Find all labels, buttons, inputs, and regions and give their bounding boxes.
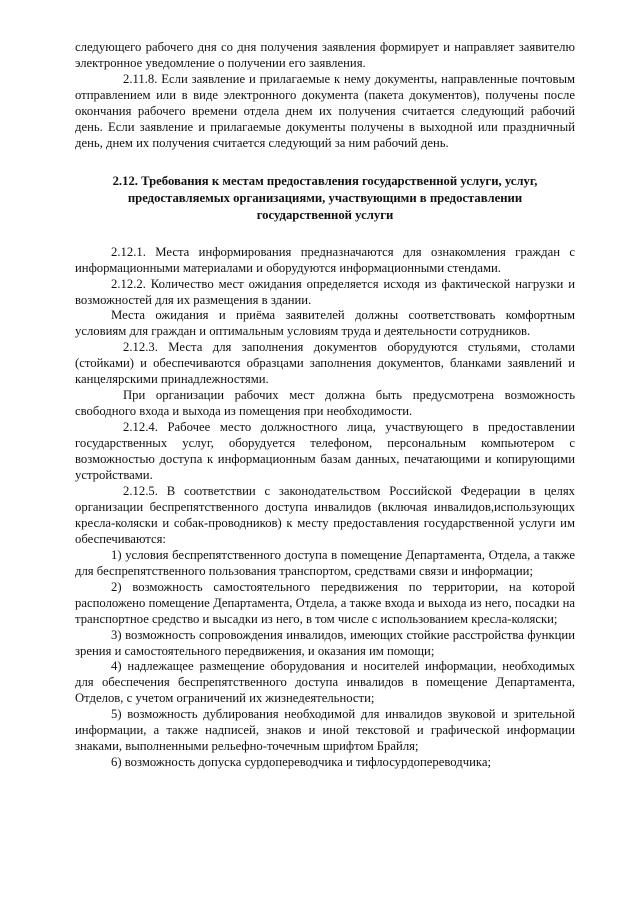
- section-heading-2-12: 2.12. Требования к местам предоставления государственной услуги, услуг, предоставляемых организациями, участвующими в предоставлении государственной услуги: [112, 173, 538, 222]
- paragraph-waiting-places: Места ожидания и приёма заявителей должны соответствовать комфортным условиям для граждан и оптимальным условиям труда и деятельности сотрудников.: [75, 308, 575, 339]
- list-item-1: 1) условия беспрепятственного доступа в помещение Департамента, Отдела, а также для беспрепятственного пользования транспортом, средствами связи и информации;: [75, 547, 575, 578]
- paragraph-2-12-5: 2.12.5. В соответствии с законодательством Российской Федерации в целях организации беспрепятственного доступа инвалидов (включая инвалидов,использующих кресла-коляски и собак-проводников) к месту предоставления государственной услуги им обеспечиваются:: [75, 483, 575, 546]
- paragraph-continuation: следующего рабочего дня со дня получения заявления формирует и направляет заявителю электронное уведомление о получении его заявления.: [75, 40, 575, 70]
- paragraph-2-12-3: 2.12.3. Места для заполнения документов оборудуются стульями, столами (стойками) и обеспечиваются образцами заполнения документов, бланками заявлений и канцелярскими принадлежностями.: [75, 340, 575, 387]
- list-item-2: 2) возможность самостоятельного передвижения по территории, на которой расположено помещение Департамента, Отдела, а также входа и выхода из него, посадки на транспортное средство и высадки из него, в том числе с использованием кресла-коляски;: [75, 579, 575, 626]
- list-item-5: 5) возможность дублирования необходимой для инвалидов звуковой и зрительной информации, а также надписей, знаков и иной текстовой и графической информации знаками, выполненными рельефно-точечным шрифтом Брайля;: [75, 707, 575, 754]
- list-item-4: 4) надлежащее размещение оборудования и носителей информации, необходимых для обеспечения беспрепятственного доступа инвалидов в помещение Департамента, Отделов, с учетом ограничений их жизнедеятельности;: [75, 659, 575, 706]
- paragraph-2-11-8: 2.11.8. Если заявление и прилагаемые к нему документы, направленные почтовым отправлением или в виде электронного документа (пакета документов), получены после окончания рабочего времени отдела днем их получения считается следующий рабочий день. Если заявление и прилагаемые документы получены в выходной или праздничный день, днем их получения считается следующий за ним рабочий день.: [75, 71, 575, 150]
- list-item-3: 3) возможность сопровождения инвалидов, имеющих стойкие расстройства функции зрения и самостоятельного передвижения, и оказания им помощи;: [75, 627, 575, 658]
- list-item-6: 6) возможность допуска сурдопереводчика и тифлосурдопереводчика;: [111, 755, 492, 770]
- paragraph-2-12-4: 2.12.4. Рабочее место должностного лица, участвующего в предоставлении государственных услуг, оборудуется телефоном, персональным компьютером с возможностью доступа к информационным базам данных, печатающими и копирующими устройствами.: [75, 420, 575, 483]
- paragraph-2-12-1: 2.12.1. Места информирования предназначаются для ознакомления граждан с информационными материалами и оборудуются информационными стендами.: [75, 244, 575, 275]
- paragraph-2-12-2: 2.12.2. Количество мест ожидания определяется исходя из фактической нагрузки и возможностей для их размещения в здании.: [75, 276, 575, 307]
- document-page: [75, 40, 575, 771]
- paragraph-workplaces: При организации рабочих мест должна быть предусмотрена возможность свободного входа и выхода из помещения при необходимости.: [75, 388, 575, 419]
